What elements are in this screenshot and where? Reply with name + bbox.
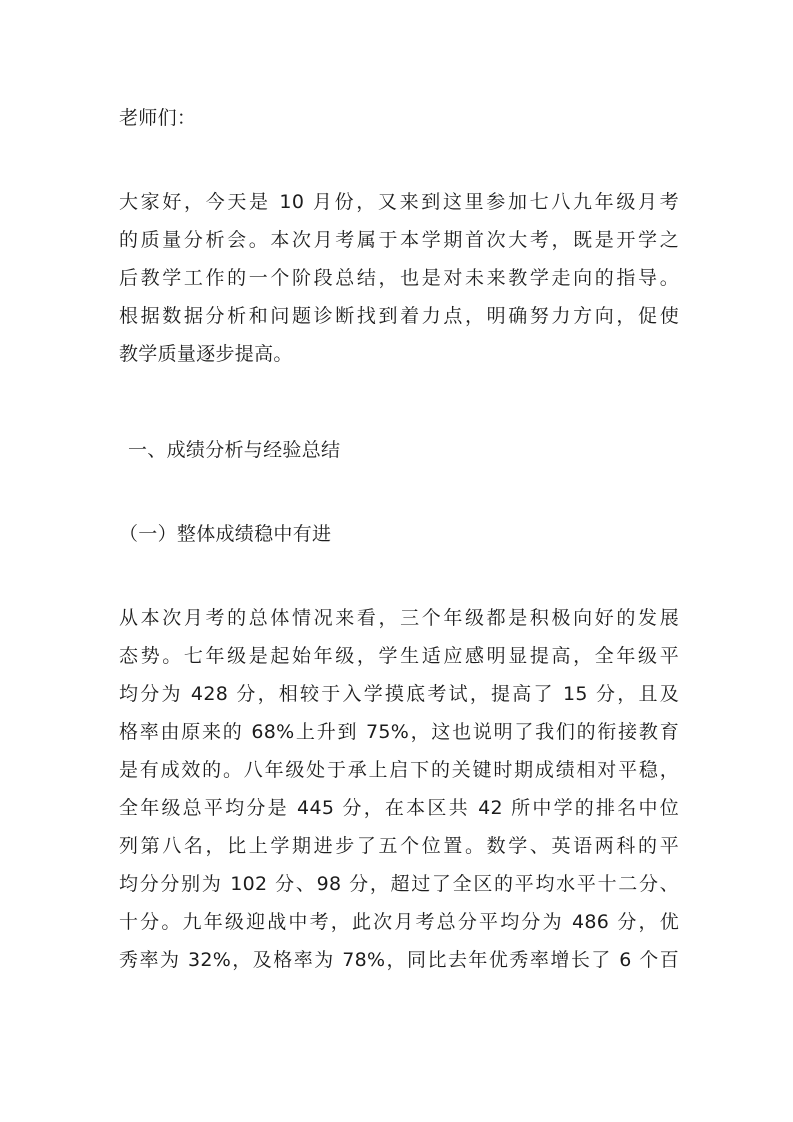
body-line-4: 格率由原来的 68%上升到 75%，这也说明了我们的衔接教育 (119, 721, 679, 743)
body-line-7: 列第八名，比上学期进步了五个位置。数学、英语两科的平 (119, 835, 679, 857)
body-line-3: 均分为 428 分，相较于入学摸底考试，提高了 15 分，且及 (119, 683, 679, 705)
body-line-5: 是有成效的。八年级处于承上启下的关键时期成绩相对平稳， (119, 759, 679, 781)
body-line-1: 从本次月考的总体情况来看，三个年级都是积极向好的发展 (119, 607, 679, 629)
intro-line-2: 的质量分析会。本次月考属于本学期首次大考，既是开学之 (119, 229, 679, 251)
body-line-6: 全年级总平均分是 445 分，在本区共 42 所中学的排名中位 (119, 797, 679, 819)
subsection-heading: （一）整体成绩稳中有进 (119, 523, 332, 545)
salutation: 老师们： (119, 107, 197, 129)
intro-line-1: 大家好，今天是 10 月份，又来到这里参加七八九年级月考 (119, 191, 679, 213)
body-line-2: 态势。七年级是起始年级，学生适应感明显提高，全年级平 (119, 645, 679, 667)
body-line-8: 均分分别为 102 分、98 分，超过了全区的平均水平十二分、 (119, 873, 679, 895)
intro-line-5: 教学质量逐步提高。 (119, 343, 293, 365)
section-heading: 一、成绩分析与经验总结 (128, 439, 341, 461)
intro-line-4: 根据数据分析和问题诊断找到着力点，明确努力方向，促使 (119, 305, 679, 327)
intro-line-3: 后教学工作的一个阶段总结，也是对未来教学走向的指导。 (119, 267, 679, 289)
body-line-10: 秀率为 32%，及格率为 78%，同比去年优秀率增长了 6 个百 (119, 949, 679, 971)
body-line-9: 十分。九年级迎战中考，此次月考总分平均分为 486 分，优 (119, 911, 679, 933)
